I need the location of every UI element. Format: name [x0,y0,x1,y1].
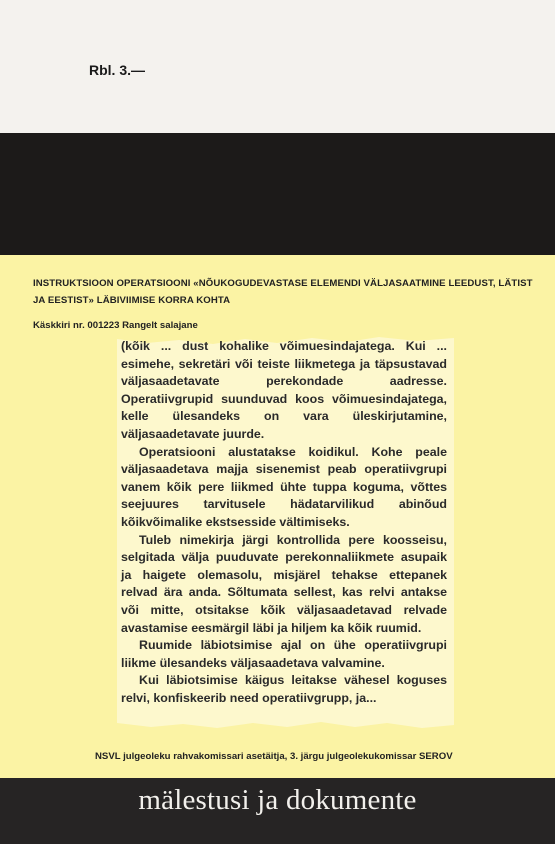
document-paragraph: Ruumide läbiotsimise ajal on ühe operatiivgrupi liikme ülesandeks väljasaadetava valvamine. [121,638,447,670]
dark-band [0,133,555,255]
document-excerpt [117,334,454,732]
price-label: Rbl. 3.— [89,62,146,78]
document-paragraph: Tuleb nimekirja järgi kontrollida pere koosseisu, selgitada välja puuduvate perekonnaliikmete asupaik ja haigete olemasolu, misjärel tehakse ettepanek relvad ära anda. Sõltumata sellest, kas relvi antakse või mitte, otsitakse kõik väljasaadetavad relvade avastamise eesmärgil läbi ja hiljem ka kõik ruumid. [121,532,447,635]
header-line-1: INSTRUKTSIOON OPERATSIOONI «NÕUKOGUDEVASTASE ELEMENDI VÄLJASAATMINE LEEDUST, LÄTIST [33,278,533,289]
document-text [121,338,447,707]
torn-edge-bottom [117,718,454,732]
order-number-line: Käskkiri nr. 001223 Rangelt salajane [33,320,198,331]
signature-line: NSVL julgeoleku rahvakomissari asetäitja, 3. järgu julgeolekukomissar SEROV [95,751,453,762]
instruction-header [33,275,533,309]
series-title: mälestusi ja dokumente [138,784,417,816]
header-line-2: JA EESTIST» LÄBIVIIMISE KORRA KOHTA [33,295,231,306]
document-paragraph: (kõik ... dust kohalike võimuesindajatega. Kui ... esimehe, sekretäri või teiste liikmetega ja täpsustavad väljasaadetavate perekondade aadresse. Operatiivgrupid suunduvad koos võimuesindajatega, kelle ülesandeks on vara üleskirjutamine, väljasaadetavate juurde. [121,339,447,441]
document-paragraph: Operatsiooni alustatakse koidikul. Kohe peale väljasaadetava majja sisenemist peab operatiivgrupi vanem kõik pere liikmed ühte tuppa koguma, võttes seejuures tarvitusele hädatarvilikud abinõud kõikvõimalike ekstsesside vältimiseks. [121,444,447,529]
document-paragraph: Kui läbiotsimise käigus leitakse vähesel koguses relvi, konfiskeerib need operatiivgrupp, ja... [121,673,447,705]
